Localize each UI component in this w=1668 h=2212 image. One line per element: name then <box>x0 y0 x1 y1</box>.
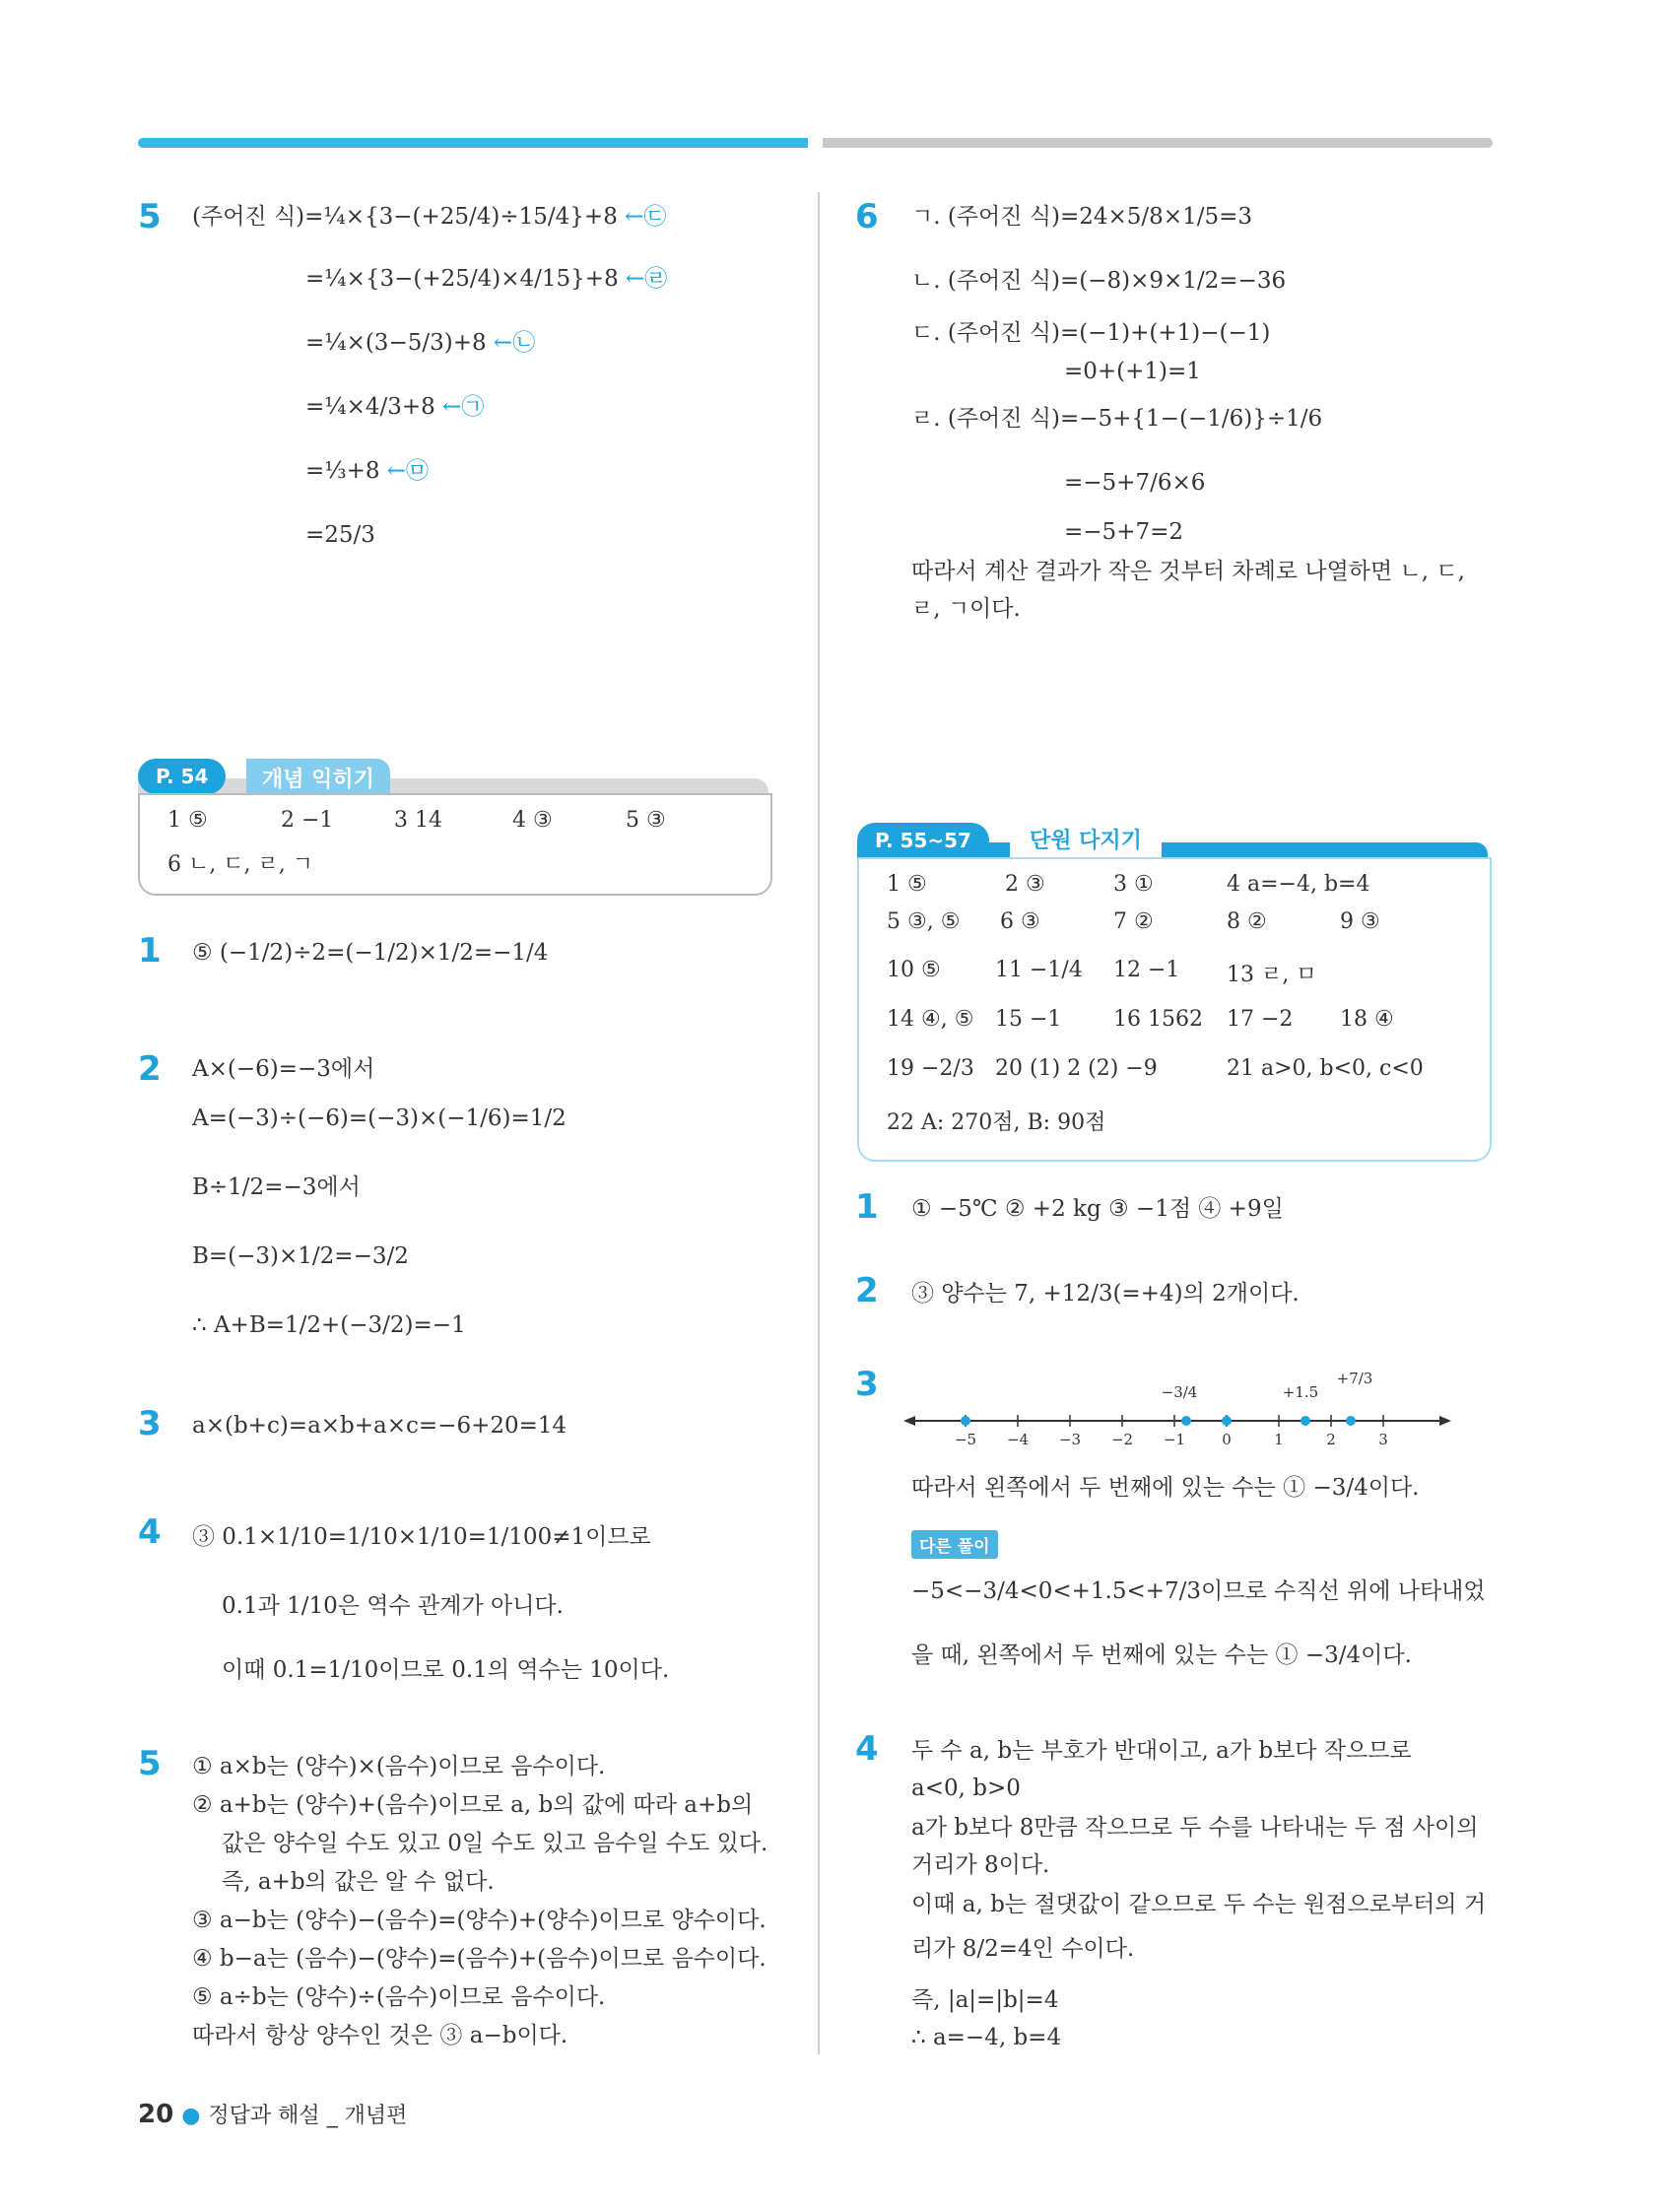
mark-seven-thirds: +7/3 <box>1336 1370 1373 1387</box>
p55-answer: 11 −1/4 <box>995 958 1083 982</box>
point-one-point-five <box>1301 1416 1310 1426</box>
left-q2-line-1: A×(−6)=−3에서 <box>192 1056 375 1082</box>
p55-answer: 14 ④, ⑤ <box>887 1007 974 1032</box>
p55-answer: 1 ⑤ <box>887 872 927 897</box>
p55-label: 단원 다지기 <box>1010 820 1162 858</box>
p55-answer: 21 a>0, b<0, c<0 <box>1227 1056 1424 1081</box>
left-q2-line-5: ∴ A+B=1/2+(−3/2)=−1 <box>192 1312 466 1338</box>
tick-label: 2 <box>1326 1431 1336 1448</box>
p55-answer: 9 ③ <box>1340 909 1380 934</box>
p54-answer: 5 ③ <box>626 808 666 833</box>
right-q4-line-2: a<0, b>0 <box>911 1776 1021 1801</box>
number-line-arrow-right <box>1439 1416 1451 1426</box>
right-q4-line-1: 두 수 a, b는 부호가 반대이고, a가 b보다 작으므로 <box>911 1738 1412 1764</box>
number-line <box>901 1370 1453 1448</box>
top-right-line-9: ㄹ, ㄱ이다. <box>911 596 1021 622</box>
right-q4-line-7: 즉, |a|=|b|=4 <box>911 1987 1059 2013</box>
right-q2-line: ③ 양수는 7, +12/3(=+4)의 2개이다. <box>911 1281 1300 1307</box>
p55-answer: 20 (1) 2 (2) −9 <box>995 1056 1158 1081</box>
top-left-line-5: =⅓+8 ←㉤ <box>305 458 430 484</box>
right-q4-line-6: 리가 8/2=4인 수이다. <box>911 1936 1135 1962</box>
left-q4-line-2: 0.1과 1/10은 역수 관계가 아니다. <box>222 1593 564 1619</box>
top-right-line-7: =−5+7=2 <box>1064 519 1183 545</box>
right-q4-line-5: 이때 a, b는 절댓값이 같으므로 두 수는 원점으로부터의 거 <box>911 1892 1487 1917</box>
p55-tab: P. 55~57 <box>857 823 989 858</box>
top-left-line-1: (주어진 식)=¼×{3−(+25/4)÷15/4}+8 ←㉢ <box>192 204 667 230</box>
left-q3-line: a×(b+c)=a×b+a×c=−6+20=14 <box>192 1413 567 1439</box>
item-number: 3 <box>855 1365 879 1404</box>
right-q4-line-3: a가 b보다 8만큼 작으므로 두 수를 나타내는 두 점 사이의 <box>911 1815 1479 1841</box>
p55-answer: 19 −2/3 <box>887 1056 974 1081</box>
point-zero <box>1222 1416 1232 1426</box>
tick-label: −4 <box>1006 1431 1030 1448</box>
tick-label: −1 <box>1163 1431 1186 1448</box>
left-q5-line-3: 값은 양수일 수도 있고 0일 수도 있고 음수일 수도 있다. <box>222 1831 768 1856</box>
tick-label: −5 <box>954 1431 977 1448</box>
top-accent-bar-left <box>138 138 808 148</box>
p55-answer: 5 ③, ⑤ <box>887 909 961 934</box>
right-q1-line: ① −5℃ ② +2 kg ③ −1점 ④ +9일 <box>911 1196 1284 1222</box>
p54-answer: 6 ㄴ, ㄷ, ㄹ, ㄱ <box>167 852 313 877</box>
p54-answer: 3 14 <box>394 808 442 833</box>
left-q5-line-8: 따라서 항상 양수인 것은 ③ a−b이다. <box>192 2023 568 2048</box>
point-seven-thirds <box>1346 1416 1356 1426</box>
item-number: 1 <box>138 931 162 971</box>
point-minus-three-quarters <box>1181 1416 1191 1426</box>
p54-answer: 2 −1 <box>281 808 334 833</box>
p55-answer: 18 ④ <box>1340 1007 1394 1032</box>
mark-minus-three-quarters: −3/4 <box>1161 1383 1198 1401</box>
item-number: 5 <box>138 197 162 236</box>
p55-answer: 15 −1 <box>995 1007 1062 1032</box>
item-number: 4 <box>855 1729 879 1769</box>
p55-answer: 10 ⑤ <box>887 958 941 982</box>
tick-label: −3 <box>1058 1431 1082 1448</box>
left-q2-line-2: A=(−3)÷(−6)=(−3)×(−1/6)=1/2 <box>192 1106 567 1131</box>
right-q4-line-4: 거리가 8이다. <box>911 1852 1050 1878</box>
top-right-line-2: ㄴ. (주어진 식)=(−8)×9×1/2=−36 <box>911 268 1287 294</box>
item-number: 2 <box>138 1049 162 1089</box>
top-left-line-3: =¼×(3−5/3)+8 ←㉡ <box>305 330 536 356</box>
item-number: 3 <box>138 1404 162 1443</box>
left-q1-line: ⑤ (−1/2)÷2=(−1/2)×1/2=−1/4 <box>192 940 549 966</box>
tick-label: 3 <box>1378 1431 1388 1448</box>
p55-answer: 4 a=−4, b=4 <box>1227 872 1370 897</box>
p54-label: 개념 익히기 <box>246 759 390 797</box>
p55-answer: 8 ② <box>1227 909 1267 934</box>
left-q5-line-4: 즉, a+b의 값은 알 수 없다. <box>222 1869 495 1895</box>
top-right-line-1: ㄱ. (주어진 식)=24×5/8×1/5=3 <box>911 204 1252 230</box>
p55-answer: 17 −2 <box>1227 1007 1294 1032</box>
left-q5-line-2: ② a+b는 (양수)+(음수)이므로 a, b의 값에 따라 a+b의 <box>192 1792 754 1818</box>
p55-answer: 2 ③ <box>1005 872 1045 897</box>
left-q5-line-5: ③ a−b는 (양수)−(음수)=(양수)+(양수)이므로 양수이다. <box>192 1908 767 1933</box>
tick-label: 1 <box>1274 1431 1284 1448</box>
right-q3-line-2: −5<−3/4<0<+1.5<+7/3이므로 수직선 위에 나타내었 <box>911 1578 1486 1604</box>
p55-answer: 16 1562 <box>1113 1007 1203 1032</box>
top-left-line-4: =¼×4/3+8 ←㉠ <box>305 394 485 420</box>
point-minus-5 <box>961 1416 970 1426</box>
footer-dot-icon: ● <box>181 2104 201 2128</box>
p55-answer: 6 ③ <box>1000 909 1040 934</box>
p54-answer-box <box>138 793 772 896</box>
right-q3-line-1: 따라서 왼쪽에서 두 번째에 있는 수는 ① −3/4이다. <box>911 1475 1420 1501</box>
left-q4-line-1: ③ 0.1×1/10=1/10×1/10=1/100≠1이므로 <box>192 1524 651 1550</box>
left-q5-line-7: ⑤ a÷b는 (양수)÷(음수)이므로 음수이다. <box>192 1984 606 2010</box>
right-q3-line-3: 을 때, 왼쪽에서 두 번째에 있는 수는 ① −3/4이다. <box>911 1642 1412 1668</box>
p55-answer: 13 ㄹ, ㅁ <box>1227 963 1317 987</box>
page-footer <box>138 2099 407 2129</box>
column-divider <box>818 192 820 2054</box>
p55-answer: 3 ① <box>1113 872 1154 897</box>
tick-label: 0 <box>1222 1431 1232 1448</box>
alt-solution-badge: 다른 풀이 <box>911 1530 998 1559</box>
p55-answer: 12 −1 <box>1113 958 1180 982</box>
left-q4-line-3: 이때 0.1=1/10이므로 0.1의 역수는 10이다. <box>222 1657 670 1683</box>
top-right-line-4: =0+(+1)=1 <box>1064 359 1201 384</box>
p55-answer: 22 A: 270점, B: 90점 <box>887 1110 1106 1135</box>
top-accent-bar-right <box>823 138 1493 148</box>
item-number: 2 <box>855 1271 879 1310</box>
item-number: 1 <box>855 1187 879 1227</box>
top-left-line-2: =¼×{3−(+25/4)×4/15}+8 ←㉣ <box>305 266 668 292</box>
top-right-line-8: 따라서 계산 결과가 작은 것부터 차례로 나열하면 ㄴ, ㄷ, <box>911 559 1465 584</box>
top-right-line-3: ㄷ. (주어진 식)=(−1)+(+1)−(−1) <box>911 320 1271 346</box>
item-number: 5 <box>138 1744 162 1783</box>
left-q5-line-6: ④ b−a는 (음수)−(양수)=(음수)+(음수)이므로 음수이다. <box>192 1946 767 1972</box>
left-q5-line-1: ① a×b는 (양수)×(음수)이므로 음수이다. <box>192 1754 606 1779</box>
left-q2-line-3: B÷1/2=−3에서 <box>192 1174 361 1200</box>
p54-tab: P. 54 <box>138 759 226 794</box>
top-left-line-6: =25/3 <box>305 522 375 548</box>
tick-label: −2 <box>1110 1431 1134 1448</box>
item-number: 4 <box>138 1512 162 1552</box>
footer-title: 정답과 해설 _ 개념편 <box>208 2104 408 2128</box>
p54-answer: 4 ③ <box>512 808 553 833</box>
item-number: 6 <box>855 197 879 236</box>
top-right-line-5: ㄹ. (주어진 식)=−5+{1−(−1/6)}÷1/6 <box>911 406 1323 432</box>
p55-answer: 7 ② <box>1113 909 1154 934</box>
left-q2-line-4: B=(−3)×1/2=−3/2 <box>192 1243 409 1269</box>
right-q4-line-8: ∴ a=−4, b=4 <box>911 2025 1062 2050</box>
mark-one-point-five: +1.5 <box>1282 1383 1319 1401</box>
p54-answer: 1 ⑤ <box>167 808 208 833</box>
top-right-line-6: =−5+7/6×6 <box>1064 470 1206 496</box>
page-number: 20 <box>138 2100 174 2129</box>
number-line-arrow-left <box>903 1416 915 1426</box>
